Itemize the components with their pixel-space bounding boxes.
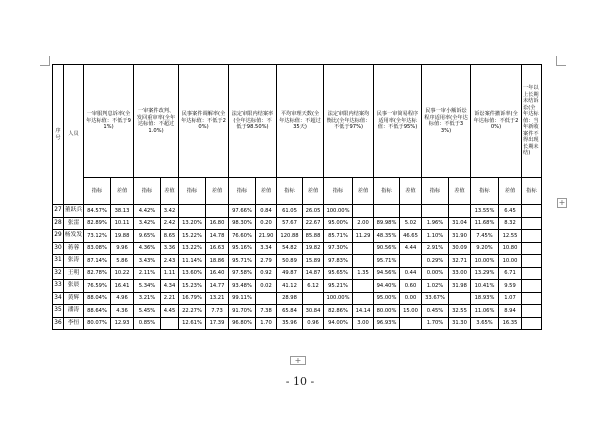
table-cell: 9.65% (134, 230, 161, 243)
row-person-name: 杨发发 (64, 230, 84, 243)
table-cell: 15.23% (179, 280, 206, 293)
table-cell: 7.73 (206, 305, 229, 318)
sub-header-cell: 差值 (256, 178, 277, 205)
table-cell: 3.21% (134, 292, 161, 305)
table-cell: 46.65 (400, 230, 422, 243)
crop-mark-top-left (40, 56, 50, 66)
table-cell: 33.00 (449, 267, 471, 280)
sub-header-cell: 指标 (522, 178, 542, 205)
sub-header-cell: 指标 (229, 178, 256, 205)
table-cell: 57.67 (277, 217, 303, 230)
sub-header-cell: 差值 (400, 178, 422, 205)
table-cell: 30.84 (303, 305, 324, 318)
row-seq: 35 (53, 305, 64, 318)
table-cell: 0.20 (256, 217, 277, 230)
add-row-plus-icon[interactable]: + (290, 356, 306, 365)
sub-header-cell: 差值 (499, 178, 522, 205)
table-row (53, 242, 542, 255)
table-row (53, 280, 542, 293)
table-cell: 32.55 (449, 305, 471, 318)
table-cell: 50.89 (277, 255, 303, 268)
table-cell: 4.44 (400, 242, 422, 255)
table-cell (522, 230, 542, 243)
table-cell (353, 280, 374, 293)
table-cell: 14.87 (303, 267, 324, 280)
sub-header-cell: 指标 (471, 178, 499, 205)
row-person-name: 潘涛 (64, 305, 84, 318)
table-cell: 28.98 (277, 292, 303, 305)
table-cell: 97.66% (229, 205, 256, 218)
table-cell (522, 267, 542, 280)
table-cell: 31.04 (449, 217, 471, 230)
table-cell: 8.94 (499, 305, 522, 318)
table-cell: 4.36 (111, 305, 134, 318)
table-cell: 16.80 (206, 217, 229, 230)
table-cell: 95.65% (324, 267, 353, 280)
table-cell (400, 255, 422, 268)
table-cell: 5.34% (134, 280, 161, 293)
table-cell: 93.48% (229, 280, 256, 293)
table-cell: 19.82 (303, 242, 324, 255)
table-cell: 30.09 (449, 242, 471, 255)
row-seq: 28 (53, 217, 64, 230)
table-cell: 26.05 (303, 205, 324, 218)
row-seq: 30 (53, 242, 64, 255)
metric-header: 一年以上长期未结诉讼(全年达标值：当年新收案件不得出现长期未结) (522, 65, 542, 178)
table-row (53, 267, 542, 280)
table-cell: 31.90 (449, 230, 471, 243)
statistics-table (52, 64, 542, 330)
table-cell: 100.00% (324, 292, 353, 305)
seq-header: 序号 (53, 65, 64, 205)
sub-header-cell: 指标 (374, 178, 400, 205)
metric-header: 一审服判息诉率(全年达标值：不低于91%) (84, 65, 134, 178)
table-cell (256, 292, 277, 305)
table-cell: 7.38 (256, 305, 277, 318)
table-cell (522, 255, 542, 268)
table-cell (522, 305, 542, 318)
table-cell (353, 205, 374, 218)
sub-header-cell: 差值 (449, 178, 471, 205)
table-cell: 13.55% (471, 205, 499, 218)
table-cell: 19.88 (111, 230, 134, 243)
table-cell: 16.35 (499, 317, 522, 330)
metric-header: 诉讼案件撤诉率(全年达标值：不低于20%) (471, 65, 522, 178)
metric-header: 民事案件调解率(全年达标值：不低于20%) (179, 65, 229, 178)
add-column-plus-icon[interactable]: + (558, 198, 566, 207)
table-cell: 13.60% (179, 267, 206, 280)
table-cell: 22.27% (179, 305, 206, 318)
table-cell: 5.45% (134, 305, 161, 318)
table-row (53, 305, 542, 318)
table-cell (400, 205, 422, 218)
row-seq: 27 (53, 205, 64, 218)
table-cell: 11.29 (353, 230, 374, 243)
table-cell: 6.12 (303, 280, 324, 293)
person-header: 人员 (64, 65, 84, 205)
table-cell: 97.30% (324, 242, 353, 255)
table-cell (522, 280, 542, 293)
table-cell: 17.39 (206, 317, 229, 330)
table-cell: 0.44 (400, 267, 422, 280)
table-cell: 10.22 (111, 267, 134, 280)
table-cell (179, 205, 206, 218)
table-cell: 3.42 (161, 205, 179, 218)
table-cell: 31.98 (449, 280, 471, 293)
sub-header-cell: 差值 (353, 178, 374, 205)
table-cell: 97.83% (324, 255, 353, 268)
table-cell: 5.86 (111, 255, 134, 268)
table-cell: 1.11 (161, 267, 179, 280)
table-cell: 3.65% (471, 317, 499, 330)
table-cell: 15.00 (400, 305, 422, 318)
table-cell (449, 292, 471, 305)
sub-header-row (53, 178, 542, 205)
table-cell: 94.00% (324, 317, 353, 330)
table-cell: 18.93% (471, 292, 499, 305)
table-cell: 2.21 (161, 292, 179, 305)
table-cell: 11.68% (471, 217, 499, 230)
table-cell: 48.35% (374, 230, 400, 243)
table-cell: 82.86% (324, 305, 353, 318)
table-cell: 1.96% (422, 217, 449, 230)
table-cell: 88.04% (84, 292, 111, 305)
table-cell: 11.06% (471, 305, 499, 318)
row-seq: 34 (53, 292, 64, 305)
table-cell: 0.00 (400, 292, 422, 305)
sub-header-cell: 差值 (303, 178, 324, 205)
table-cell: 1.70 (256, 317, 277, 330)
table-cell: 90.56% (374, 242, 400, 255)
table-cell: 96.80% (229, 317, 256, 330)
table-cell: 33.67% (422, 292, 449, 305)
table-cell: 16.41 (111, 280, 134, 293)
row-person-name: 王明 (64, 267, 84, 280)
metric-header: 法定审限内结案率(全年达标值：不低于98.50%) (229, 65, 277, 178)
table-cell: 2.43 (161, 255, 179, 268)
table-cell (449, 205, 471, 218)
table-cell: 3.42% (134, 217, 161, 230)
table-cell: 120.88 (277, 230, 303, 243)
table-cell: 65.84 (277, 305, 303, 318)
table-cell: 91.70% (229, 305, 256, 318)
table-cell: 94.40% (374, 280, 400, 293)
table-cell: 95.00% (324, 217, 353, 230)
table-cell: 4.34 (161, 280, 179, 293)
table-cell: 10.41% (471, 280, 499, 293)
table-cell: 13.20% (179, 217, 206, 230)
table-cell: 1.07 (499, 292, 522, 305)
table-cell: 85.71% (324, 230, 353, 243)
table-row (53, 317, 542, 330)
table-cell (303, 292, 324, 305)
table-cell: 80.00% (374, 305, 400, 318)
table-cell: 0.60 (400, 280, 422, 293)
table-cell: 95.71% (374, 255, 400, 268)
table-cell: 87.14% (84, 255, 111, 268)
table-row (53, 230, 542, 243)
table-cell: 1.02% (422, 280, 449, 293)
table-cell: 15.22% (179, 230, 206, 243)
sub-header-cell: 差值 (206, 178, 229, 205)
table-cell: 15.89 (303, 255, 324, 268)
row-person-name: 张雷 (64, 217, 84, 230)
table-cell: 2.11% (134, 267, 161, 280)
table-cell: 88.64% (84, 305, 111, 318)
row-person-name: 董跃兵 (64, 205, 84, 218)
table-cell: 0.85% (134, 317, 161, 330)
table-cell: 1.35 (353, 267, 374, 280)
table-cell: 1.70% (422, 317, 449, 330)
table-cell: 2.42 (161, 217, 179, 230)
table-cell: 2.91% (422, 242, 449, 255)
table-cell: 35.96 (277, 317, 303, 330)
table-cell: 21.90 (256, 230, 277, 243)
table-cell (422, 205, 449, 218)
table-cell: 96.93% (374, 317, 400, 330)
table-cell: 12.61% (179, 317, 206, 330)
sub-header-cell: 差值 (161, 178, 179, 205)
table-cell: 95.00% (374, 292, 400, 305)
table-cell: 97.58% (229, 267, 256, 280)
table-cell (353, 255, 374, 268)
table-cell: 84.57% (84, 205, 111, 218)
table-cell: 49.87 (277, 267, 303, 280)
metric-header: 平均审理天数(全年达标值：不超过35天) (277, 65, 324, 178)
table-cell: 11.14% (179, 255, 206, 268)
table-cell: 3.43% (134, 255, 161, 268)
table-cell: 38.13 (111, 205, 134, 218)
table-cell: 3.00 (353, 317, 374, 330)
table-cell: 32.71 (449, 255, 471, 268)
table-cell (206, 205, 229, 218)
table-cell: 31.30 (449, 317, 471, 330)
table-cell: 61.05 (277, 205, 303, 218)
table-cell: 6.45 (499, 205, 522, 218)
table-cell: 4.42% (134, 205, 161, 218)
table-cell (522, 242, 542, 255)
table-cell: 9.96 (111, 242, 134, 255)
table-cell: 3.36 (161, 242, 179, 255)
table-cell: 0.00% (422, 267, 449, 280)
table-cell (522, 292, 542, 305)
table-row (53, 217, 542, 230)
table-cell: 16.79% (179, 292, 206, 305)
header-row (53, 65, 542, 178)
row-person-name: 蒋蓉 (64, 242, 84, 255)
table-cell: 98.30% (229, 217, 256, 230)
table-cell: 99.11% (229, 292, 256, 305)
sub-header-cell: 指标 (324, 178, 353, 205)
row-person-name: 张涛 (64, 255, 84, 268)
table-cell: 76.60% (229, 230, 256, 243)
row-seq: 33 (53, 280, 64, 293)
row-person-name: 黄辉 (64, 292, 84, 305)
table-cell (522, 317, 542, 330)
table-row (53, 255, 542, 268)
row-seq: 29 (53, 230, 64, 243)
table-cell: 6.71 (499, 267, 522, 280)
table-cell: 95.21% (324, 280, 353, 293)
table-cell: 0.92 (256, 267, 277, 280)
table-cell: 10.80 (499, 242, 522, 255)
table-cell: 18.86 (206, 255, 229, 268)
table-cell: 2.00 (353, 217, 374, 230)
table-cell: 85.88 (303, 230, 324, 243)
sub-header-cell: 指标 (277, 178, 303, 205)
table-cell: 2.79 (256, 255, 277, 268)
table-cell (374, 205, 400, 218)
table-cell: 4.36% (134, 242, 161, 255)
table-cell: 0.84 (256, 205, 277, 218)
row-seq: 32 (53, 267, 64, 280)
table-cell: 16.63 (206, 242, 229, 255)
sub-header-cell: 指标 (134, 178, 161, 205)
table-cell: 1.10% (422, 230, 449, 243)
table-cell (522, 217, 542, 230)
table-cell: 54.82 (277, 242, 303, 255)
table-cell: 5.02 (400, 217, 422, 230)
metric-header: 民事一审简易程序适用率(全年达标值：不低于95%) (374, 65, 422, 178)
metric-header: 法定审限内结案均衡比(全年达标值：不低于97%) (324, 65, 374, 178)
table-cell: 0.45% (422, 305, 449, 318)
table-cell: 13.22% (179, 242, 206, 255)
table-cell: 12.55 (499, 230, 522, 243)
table-cell: 41.12 (277, 280, 303, 293)
row-seq: 36 (53, 317, 64, 330)
table-cell: 83.08% (84, 242, 111, 255)
sub-header-cell: 指标 (84, 178, 111, 205)
table-cell: 95.71% (229, 255, 256, 268)
table-cell: 22.67 (303, 217, 324, 230)
sub-header-cell: 指标 (179, 178, 206, 205)
table-cell: 10.11 (111, 217, 134, 230)
table-cell: 8.32 (499, 217, 522, 230)
table-cell: 3.34 (256, 242, 277, 255)
crop-mark-top-right (556, 56, 566, 66)
table-cell: 94.56% (374, 267, 400, 280)
metric-header: 一审案件改判、发回重审率(全年达标值：不超过1.0%) (134, 65, 179, 178)
table-cell: 4.96 (111, 292, 134, 305)
table-cell (522, 205, 542, 218)
table-cell: 10.00% (471, 255, 499, 268)
table-cell: 8.65 (161, 230, 179, 243)
table-cell: 4.45 (161, 305, 179, 318)
table-cell: 0.02 (256, 280, 277, 293)
table-cell: 16.40 (206, 267, 229, 280)
row-person-name: 张晨 (64, 280, 84, 293)
table-cell (400, 317, 422, 330)
table-cell: 9.20% (471, 242, 499, 255)
table-cell (161, 317, 179, 330)
metric-header: 民事一审小额诉讼程序适用率(全年达标值：不低于33%) (422, 65, 471, 178)
table-cell: 0.96 (303, 317, 324, 330)
row-seq: 31 (53, 255, 64, 268)
table-cell: 10.00 (499, 255, 522, 268)
table-cell: 100.00% (324, 205, 353, 218)
table-cell: 14.14 (353, 305, 374, 318)
row-person-name: 李恒 (64, 317, 84, 330)
table-cell: 0.29% (422, 255, 449, 268)
table-cell: 73.12% (84, 230, 111, 243)
table-cell: 12.93 (111, 317, 134, 330)
sub-header-cell: 差值 (111, 178, 134, 205)
table-cell: 14.78 (206, 230, 229, 243)
table-row (53, 205, 542, 218)
table-cell: 82.89% (84, 217, 111, 230)
table-cell: 82.78% (84, 267, 111, 280)
table-cell (353, 242, 374, 255)
table-cell: 7.45% (471, 230, 499, 243)
table-cell: 13.21 (206, 292, 229, 305)
table-cell: 95.16% (229, 242, 256, 255)
table-cell: 76.59% (84, 280, 111, 293)
page-number: - 10 - (285, 375, 315, 388)
table-row (53, 292, 542, 305)
table-cell: 14.77 (206, 280, 229, 293)
table-cell: 89.98% (374, 217, 400, 230)
table-body (53, 205, 542, 330)
sub-header-cell: 指标 (422, 178, 449, 205)
table-cell: 9.59 (499, 280, 522, 293)
table-cell (353, 292, 374, 305)
table-cell: 13.29% (471, 267, 499, 280)
table-cell: 80.07% (84, 317, 111, 330)
